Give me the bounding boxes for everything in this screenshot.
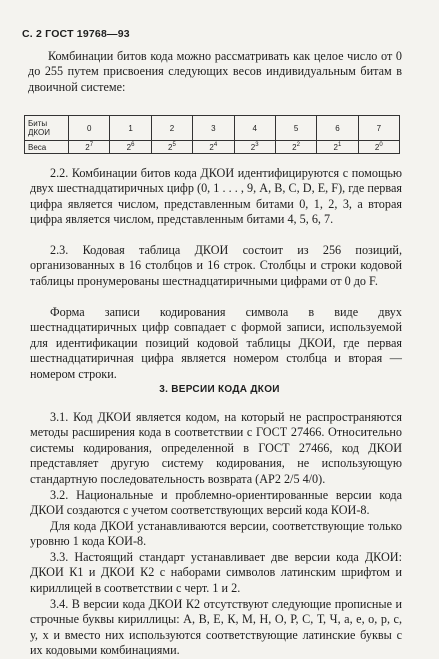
intro-paragraph: Комбинации битов кода можно рассматривать как целое число от 0 до 255 путем присвоения следующих весов индивидуальным битам в двоичной системе: <box>28 49 402 94</box>
table-cell-weight <box>234 141 275 154</box>
table-row-bits <box>25 116 400 141</box>
table-cell-weight <box>193 141 234 154</box>
weight-base: 2 <box>209 143 214 152</box>
paragraph-3-4: 3.4. В версии кода ДКОИ К2 отсутствуют следующие прописные и строчные буквы кириллицы: А, В, Е, К, М, Н, О, Р, С, Т, Ч, а, е, о, р, с, у, х и вместо них используются соответствующие латинские буквы с их кодовыми комбинациями. <box>30 597 402 658</box>
table-cell-bit: 7 <box>358 116 399 141</box>
weight-exponent: 4 <box>213 142 218 148</box>
weight-base: 2 <box>333 143 338 152</box>
table-cell-bit: 4 <box>234 116 275 141</box>
table-label-weights: Веса <box>25 141 69 154</box>
paragraph-3-1: 3.1. Код ДКОИ является кодом, на который не распространяются методы расширения кода в соответствии с ГОСТ 27466. Относительно системы кодирования, определенной в ГОСТ 27466, код ДКОИ представляет другую систему кодирования, не использующую стандартную последовательность возврата (АР2 2/5 4/0). <box>30 410 402 486</box>
table-cell-bit: 2 <box>151 116 192 141</box>
paragraph-3-2-versions: Для кода ДКОИ устанавливаются версии, соответствующие только уровню 1 кода КОИ-8. <box>30 519 402 549</box>
paragraph-3-3: 3.3. Настоящий стандарт устанавливает две версии кода ДКОИ: ДКОИ К1 и ДКОИ К2 с наборами символов латинским шрифтом и кириллицей в соответствии с черт. 1 и 2. <box>30 550 402 595</box>
table-row-weights <box>25 141 400 154</box>
table-cell-bit: 3 <box>193 116 234 141</box>
paragraph-3-2: 3.2. Национальные и проблемно-ориентированные версии кода ДКОИ создаются с учетом соответствующих версий кода КОИ-8. <box>30 488 402 518</box>
table-cell-weight <box>69 141 110 154</box>
weight-exponent: 2 <box>296 142 300 148</box>
weight-exponent: 0 <box>379 142 383 148</box>
paragraph-notation-form: Форма записи кодирования символа в виде двух шестнадцатиричных цифр совпадает с формой записи, используемой для идентификации позиций кодовой таблицы ДКОИ, где первая шестнадцатиричная цифра является номером столбца и вторая — номером строки. <box>30 305 402 381</box>
weight-base: 2 <box>85 143 90 152</box>
section-3-title: 3. ВЕРСИИ КОДА ДКОИ <box>159 384 280 395</box>
table-cell-weight <box>110 141 151 154</box>
weight-base: 2 <box>126 143 132 152</box>
table-label-bits: Биты ДКОИ <box>25 116 69 141</box>
weight-exponent: 1 <box>337 142 342 148</box>
paragraph-2-2: 2.2. Комбинации битов кода ДКОИ идентифицируются с помощью двух шестнадцатиричных цифр (0, 1 . . . , 9, A, B, C, D, E, F), где первая цифра является числом, представленным битами 0, 1, 2, 3, а вторая цифра является числом, представленным битами 4, 5, 6, 7. <box>30 166 402 227</box>
weight-exponent: 6 <box>131 142 135 148</box>
table-cell-weight <box>317 141 358 154</box>
weight-base: 2 <box>250 143 256 152</box>
table-cell-bit: 5 <box>275 116 316 141</box>
paragraph-2-3: 2.3. Кодовая таблица ДКОИ состоит из 256 позиций, организованных в 16 столбцов и 16 строк. Столбцы и строки кодовой таблицы пронумерованы шестнадцатиричными цифрами от 0 до F. <box>30 243 402 288</box>
table-cell-weight <box>275 141 316 154</box>
table-cell-weight <box>151 141 192 154</box>
bit-weights-table <box>24 115 400 154</box>
page-header: С. 2 ГОСТ 19768—93 <box>22 28 130 40</box>
weight-exponent: 3 <box>255 142 259 148</box>
weight-base: 2 <box>292 143 297 152</box>
weight-base: 2 <box>168 143 173 152</box>
table-cell-bit: 6 <box>317 116 358 141</box>
weight-exponent: 7 <box>89 142 94 148</box>
table-cell-bit: 0 <box>69 116 110 141</box>
table-cell-weight <box>358 141 399 154</box>
weight-base: 2 <box>374 143 380 152</box>
weight-exponent: 5 <box>172 142 176 148</box>
table-cell-bit: 1 <box>110 116 151 141</box>
